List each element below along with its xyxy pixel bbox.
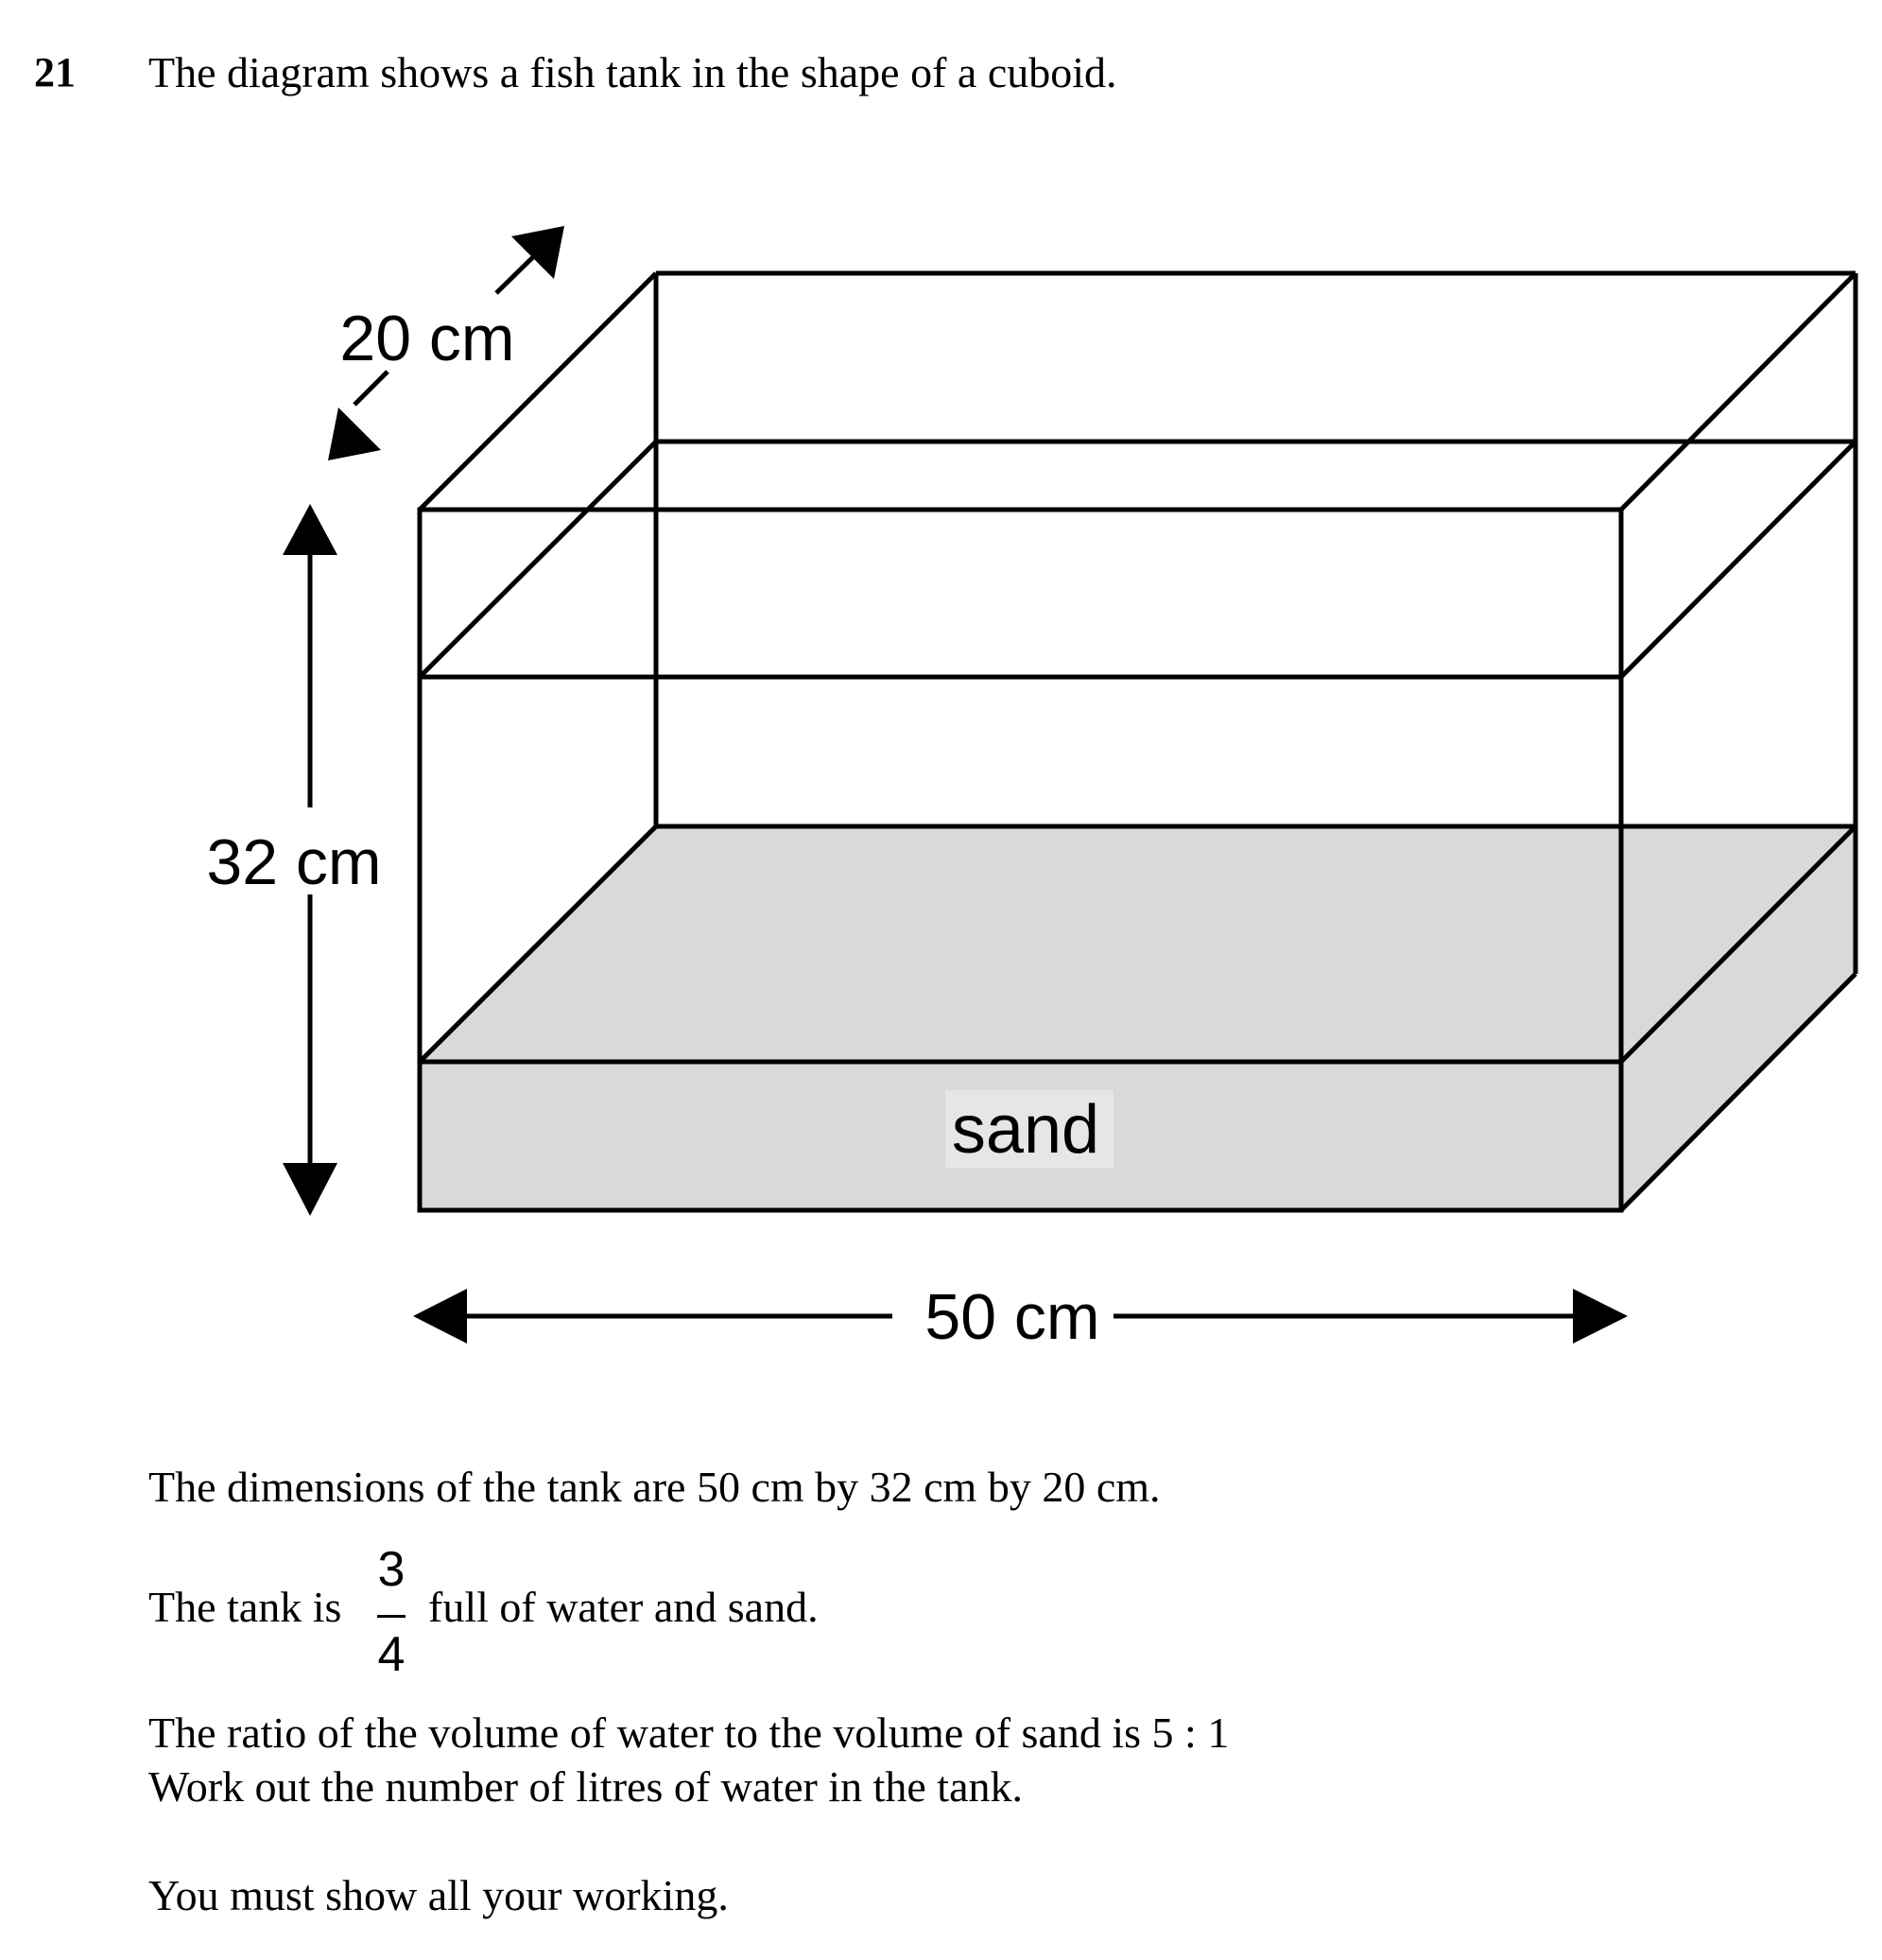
fraction bbox=[368, 1541, 415, 1683]
water-level-outline bbox=[420, 442, 1856, 677]
depth-arrow-lower-head bbox=[328, 408, 381, 460]
fraction-numerator: 3 bbox=[377, 1542, 406, 1597]
instruction-text: You must show all your working. bbox=[148, 1871, 729, 1919]
depth-label: 20 cm bbox=[339, 303, 515, 374]
ratio-text: The ratio of the volume of water to the volume of sand is 5 : 1 bbox=[148, 1708, 1230, 1757]
fill-suffix-text: full of water and sand. bbox=[428, 1583, 819, 1631]
width-label: 50 cm bbox=[924, 1281, 1100, 1353]
question-intro: The diagram shows a fish tank in the shape of a cuboid. bbox=[148, 48, 1117, 96]
width-arrow-left-head bbox=[413, 1289, 467, 1344]
depth-arrow-lower-shaft bbox=[354, 372, 388, 405]
width-arrow-right-head bbox=[1573, 1289, 1628, 1344]
fraction-bar bbox=[377, 1615, 406, 1618]
question-number: 21 bbox=[34, 49, 76, 95]
height-label: 32 cm bbox=[206, 826, 382, 898]
sand-label: sand bbox=[951, 1092, 1100, 1168]
dimensions-text: The dimensions of the tank are 50 cm by 32 cm by 20 cm. bbox=[148, 1463, 1161, 1511]
height-arrow-upper-head bbox=[283, 504, 337, 555]
fraction-denominator: 4 bbox=[377, 1627, 406, 1682]
sand-top-face bbox=[420, 826, 1856, 1062]
height-arrow-lower-head bbox=[283, 1163, 337, 1216]
task-text: Work out the number of litres of water in the tank. bbox=[148, 1762, 1023, 1811]
fill-prefix-text: The tank is bbox=[148, 1583, 342, 1631]
